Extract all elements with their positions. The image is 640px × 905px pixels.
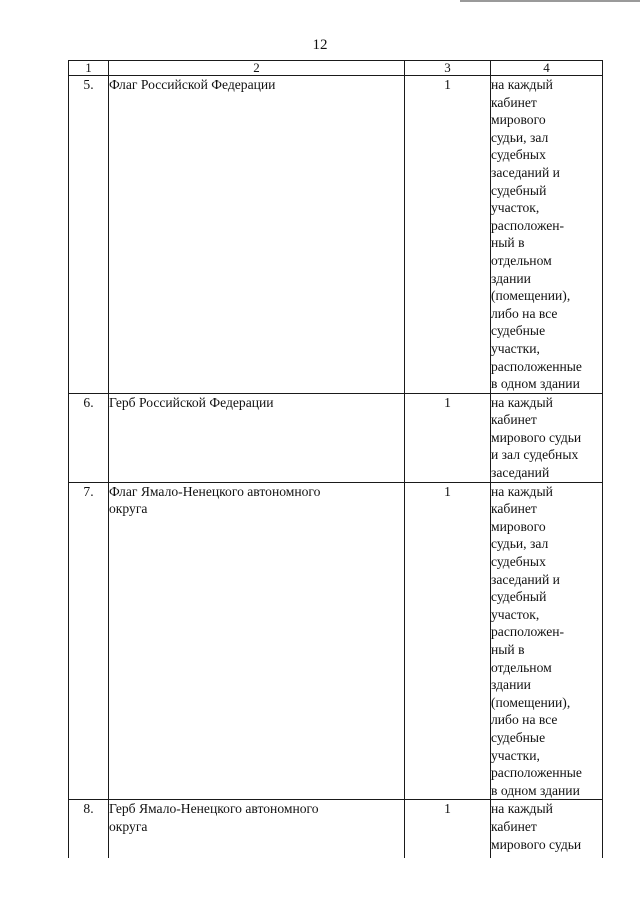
note-line: участок, xyxy=(491,606,540,622)
item-note xyxy=(491,76,603,394)
note-line: судебные xyxy=(491,729,546,745)
note-line: на каждый xyxy=(491,394,553,410)
note-line: в одном здании xyxy=(491,376,580,392)
note-line: либо на все xyxy=(491,305,558,321)
note-line: мирового судьи xyxy=(491,836,582,852)
note-line: либо на все xyxy=(491,712,558,728)
note-line: мирового xyxy=(491,112,546,128)
note-line: мирового xyxy=(491,518,546,534)
item-name-line: округа xyxy=(109,818,148,834)
column-header-2: 2 xyxy=(109,61,405,76)
note-line: на каждый xyxy=(491,801,553,817)
note-line: отдельном xyxy=(491,659,552,675)
note-line: расположенные xyxy=(491,765,582,781)
item-note xyxy=(491,393,603,482)
note-line: мирового судьи xyxy=(491,429,582,445)
note-line: судебный xyxy=(491,589,547,605)
table-header-row xyxy=(69,61,603,76)
item-quantity: 1 xyxy=(405,393,491,482)
item-note xyxy=(491,482,603,800)
note-line: в одном здании xyxy=(491,782,580,798)
item-name xyxy=(109,393,405,482)
note-line: кабинет xyxy=(491,412,537,428)
item-name-line: округа xyxy=(109,501,148,517)
note-line: здании xyxy=(491,677,531,693)
row-number: 7. xyxy=(69,482,109,800)
row-number: 6. xyxy=(69,393,109,482)
note-line: на каждый xyxy=(491,483,553,499)
note-line: судебных xyxy=(491,554,546,570)
note-line: участки, xyxy=(491,340,540,356)
note-line: участки, xyxy=(491,747,540,763)
item-name-line: Флаг Российской Федерации xyxy=(109,77,276,92)
item-name-line: Флаг Ямало-Ненецкого автономного xyxy=(109,483,321,499)
item-name xyxy=(109,482,405,800)
item-name-line: Герб Российской Федерации xyxy=(109,394,274,410)
page-number: 12 xyxy=(312,37,328,53)
item-quantity: 1 xyxy=(405,482,491,800)
item-name xyxy=(109,800,405,859)
row-number: 8. xyxy=(69,800,109,859)
note-line: участок, xyxy=(491,200,540,216)
note-line: расположенные xyxy=(491,358,582,374)
table-row xyxy=(69,76,603,394)
note-line: судьи, зал xyxy=(491,536,549,552)
note-line: кабинет xyxy=(491,94,537,110)
note-line: судьи, зал xyxy=(491,129,549,145)
note-line: кабинет xyxy=(491,818,537,834)
note-line: заседаний xyxy=(491,465,550,481)
note-line: (помещении), xyxy=(491,288,571,304)
equipment-table xyxy=(68,60,603,858)
column-header-4: 4 xyxy=(491,61,603,76)
row-number: 5. xyxy=(69,76,109,394)
note-line: расположен- xyxy=(491,217,565,233)
note-line: судебный xyxy=(491,182,547,198)
note-line: заседаний и xyxy=(491,571,560,587)
note-line: на каждый xyxy=(491,77,553,92)
note-line: ный в xyxy=(491,235,525,251)
item-note xyxy=(491,800,603,859)
note-line: ный в xyxy=(491,642,525,657)
note-line: (помещении), xyxy=(491,694,571,710)
note-line: и зал судебных xyxy=(491,447,579,463)
item-name xyxy=(109,76,405,394)
note-line: судебные xyxy=(491,323,546,339)
column-header-3: 3 xyxy=(405,61,491,76)
top-edge-rule xyxy=(460,0,640,2)
note-line: отдельном xyxy=(491,252,552,268)
item-name-line: Герб Ямало-Ненецкого автономного xyxy=(109,801,319,817)
note-line: расположен- xyxy=(491,624,565,640)
item-quantity: 1 xyxy=(405,800,491,859)
table-row xyxy=(69,482,603,800)
item-quantity: 1 xyxy=(405,76,491,394)
column-header-1: 1 xyxy=(69,61,109,76)
note-line: судебных xyxy=(491,147,546,163)
note-line: здании xyxy=(491,270,531,286)
table-row xyxy=(69,800,603,859)
note-line: кабинет xyxy=(491,501,537,517)
note-line: заседаний и xyxy=(491,164,560,180)
table-row xyxy=(69,393,603,482)
